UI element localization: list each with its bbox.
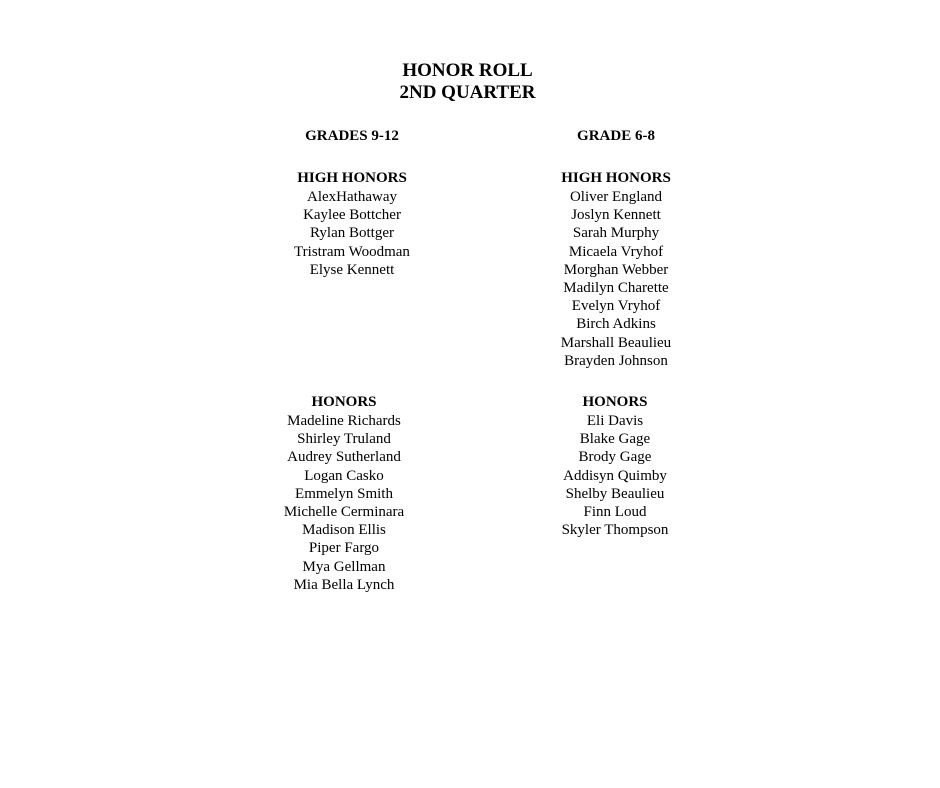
student-name: Sarah Murphy (572, 225, 660, 242)
student-name: Skyler Thompson (561, 522, 669, 539)
high-honors-list-6-8 (486, 188, 746, 370)
student-name: Morghan Webber (563, 261, 669, 278)
high-honors-section-6-8 (486, 168, 746, 370)
student-name: Piper Fargo (308, 540, 380, 557)
student-name: Kaylee Bottcher (303, 207, 401, 224)
student-name: Logan Casko (304, 467, 384, 484)
student-name: Michelle Cerminara (283, 503, 405, 520)
student-name: Emmelyn Smith (295, 485, 393, 502)
student-name: Shelby Beaulieu (565, 485, 665, 502)
high-honors-heading: HIGH HONORS (297, 170, 407, 186)
student-name: Shirley Truland (297, 431, 391, 448)
student-name: Madison Ellis (302, 522, 386, 539)
honors-section-9-12 (214, 392, 474, 594)
student-name: Brayden Johnson (564, 352, 668, 369)
student-name: Birch Adkins (576, 316, 656, 333)
student-name: Evelyn Vryhof (571, 298, 661, 315)
student-name: Elyse Kennett (309, 261, 395, 278)
honors-list-9-12 (214, 412, 474, 594)
student-name: Mia Bella Lynch (293, 576, 395, 593)
student-name: Eli Davis (586, 413, 644, 429)
high-honors-section-9-12 (222, 168, 482, 279)
honors-section-6-8 (485, 392, 745, 539)
document-subtitle: 2ND QUARTER (399, 82, 536, 103)
student-name: Brody Gage (578, 449, 652, 466)
student-name: AlexHathaway (307, 189, 397, 205)
high-honors-heading: HIGH HONORS (561, 170, 671, 186)
student-name: Rylan Bottger (310, 225, 394, 242)
student-name: Joslyn Kennett (571, 207, 661, 224)
student-name: Madeline Richards (287, 413, 401, 429)
document-title: HONOR ROLL (402, 60, 533, 81)
honors-list-6-8 (485, 412, 745, 539)
honors-heading: HONORS (311, 394, 377, 410)
student-name: Audrey Sutherland (287, 449, 401, 466)
student-name: Mya Gellman (302, 558, 386, 575)
student-name: Addisyn Quimby (563, 467, 667, 484)
student-name: Madilyn Charette (563, 279, 669, 296)
high-honors-list-9-12 (222, 188, 482, 279)
student-name: Tristram Woodman (294, 243, 410, 260)
honors-heading: HONORS (582, 394, 648, 410)
grade-heading-6-8: GRADE 6-8 (577, 128, 655, 144)
student-name: Oliver England (569, 189, 663, 205)
student-name: Micaela Vryhof (568, 243, 664, 260)
student-name: Finn Loud (583, 503, 647, 520)
student-name: Marshall Beaulieu (560, 334, 672, 351)
student-name: Blake Gage (579, 431, 651, 448)
grade-heading-9-12: GRADES 9-12 (305, 128, 399, 144)
